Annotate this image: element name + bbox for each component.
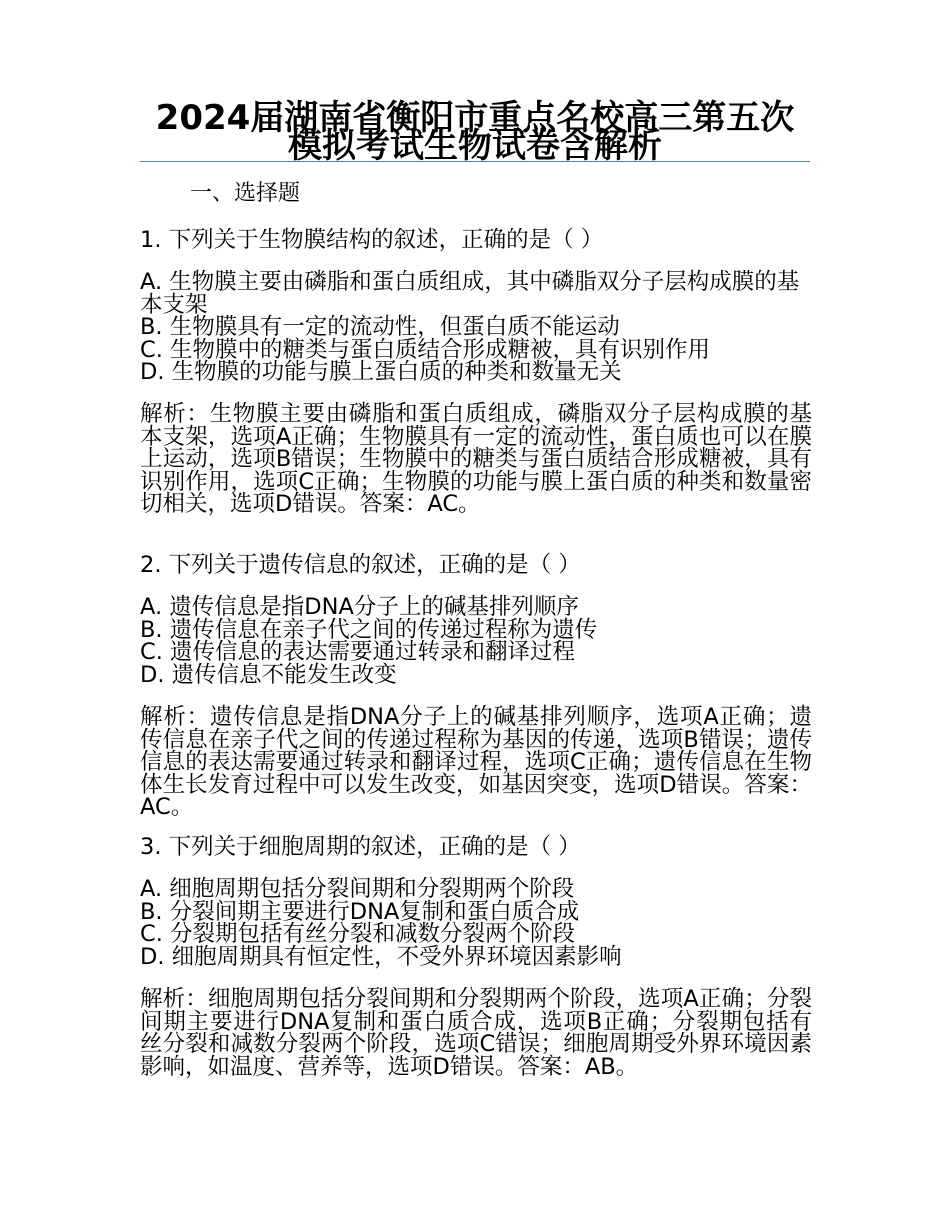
- question-stem: 1. 下列关于生物膜结构的叙述，正确的是（ ）: [140, 227, 604, 253]
- option-a: A. 遗传信息是指DNA分子上的碱基排列顺序: [140, 594, 579, 620]
- option-d: D. 遗传信息不能发生改变: [140, 661, 397, 688]
- question-2-analysis: 解析：遗传信息是指DNA分子上的碱基排列顺序，选项A正确；遗传信息在亲子代之间的传递过程称为基因的传递，选项B错误；遗传信息的表达需要通过转录和翻译过程，选项C正确；遗传信息在生物体生长发育过程中可以发生改变，如基因突变，选项D错误。答案：AC。: [140, 704, 812, 820]
- question-3: [140, 833, 812, 861]
- option-b: B. 遗传信息在亲子代之间的传递过程称为遗传: [140, 616, 598, 643]
- question-2: [140, 551, 812, 579]
- option-b: B. 分裂间期主要进行DNA复制和蛋白质合成: [140, 898, 580, 925]
- option-c: C. 分裂期包括有丝分裂和减数分裂两个阶段: [140, 921, 576, 947]
- option-d: D. 生物膜的功能与膜上蛋白质的种类和数量无关: [140, 359, 622, 385]
- section-heading: 一、选择题: [190, 181, 301, 206]
- document-title: 2024届湖南省衡阳市重点名校高三第五次模拟考试生物试卷含解析: [155, 98, 795, 166]
- option-d: D. 细胞周期具有恒定性，不受外界环境因素影响: [140, 943, 622, 970]
- question-1-options: [140, 271, 812, 384]
- question-stem: 2. 下列关于遗传信息的叙述，正确的是（ ）: [140, 552, 581, 578]
- option-c: C. 生物膜中的糖类与蛋白质结合形成糖被，具有识别作用: [140, 336, 711, 363]
- option-b: B. 生物膜具有一定的流动性，但蛋白质不能运动: [140, 314, 620, 340]
- question-2-options: [140, 596, 812, 686]
- question-1: [140, 226, 812, 254]
- option-a: A. 细胞周期包括分裂间期和分裂期两个阶段: [140, 876, 575, 902]
- question-stem: 3. 下列关于细胞周期的叙述，正确的是（ ）: [140, 834, 581, 860]
- option-a: A. 生物膜主要由磷脂和蛋白质组成，其中磷脂双分子层构成膜的基本支架: [140, 269, 800, 318]
- question-3-analysis: 解析：细胞周期包括分裂间期和分裂期两个阶段，选项A正确；分裂间期主要进行DNA复制和蛋白质合成，选项B正确；分裂期包括有丝分裂和减数分裂两个阶段，选项C错误；细胞周期受外界环境因素影响，如温度、营养等，选项D错误。答案：AB。: [140, 986, 812, 1080]
- option-c: C. 遗传信息的表达需要通过转录和翻译过程: [140, 639, 576, 665]
- title-underline: [140, 161, 810, 162]
- question-1-analysis: 解析：生物膜主要由磷脂和蛋白质组成，磷脂双分子层构成膜的基本支架，选项A正确；生物膜具有一定的流动性，蛋白质也可以在膜上运动，选项B错误；生物膜中的糖类与蛋白质结合形成糖被，具有识别作用，选项C正确；生物膜的功能与膜上蛋白质的种类和数量密切相关，选项D错误。答案：AC。: [140, 401, 812, 517]
- question-3-options: [140, 878, 812, 968]
